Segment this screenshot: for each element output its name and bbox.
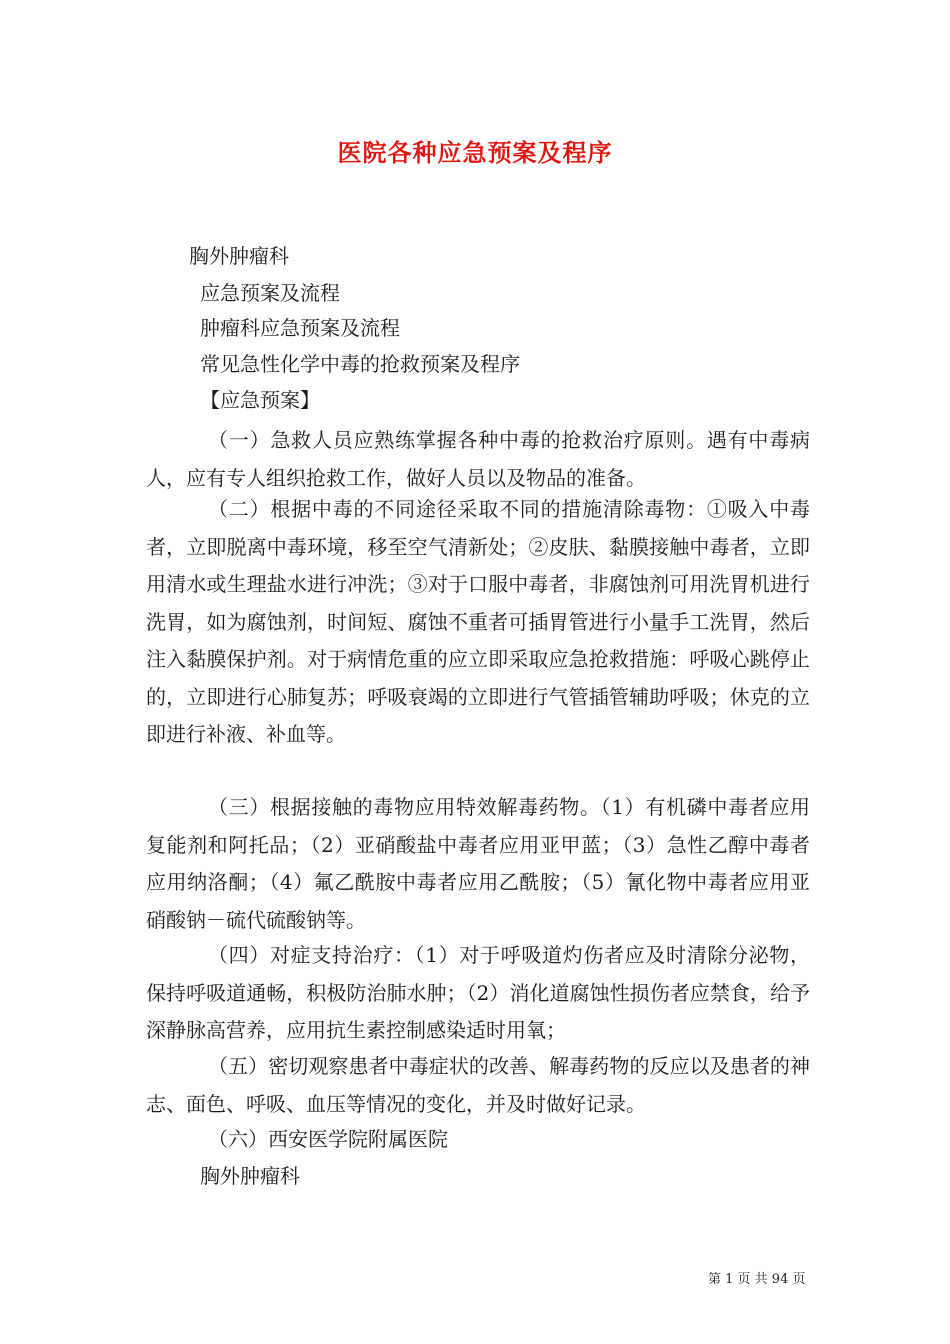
department-closing-line: 胸外肿瘤科	[200, 1164, 300, 1188]
poison-title-line: 常见急性化学中毒的抢救预案及程序	[200, 352, 520, 376]
item-six-line: （六）西安医学院附属医院	[208, 1127, 448, 1151]
page-number: 第 1 页 共 94 页	[708, 1272, 806, 1287]
section-heading: 【应急预案】	[200, 388, 320, 412]
paragraph-4: （四）对症支持治疗：（1）对于呼吸道灼伤者应及时清除分泌物，保持呼吸道通畅，积极防治肺水肿；（2）消化道腐蚀性损伤者应禁食，给予深静脉高营养，应用抗生素控制感染适时用氧；	[146, 943, 810, 1042]
document-title: 医院各种应急预案及程序	[337, 138, 613, 167]
department-line: 胸外肿瘤科	[189, 244, 289, 268]
paragraph-5: （五）密切观察患者中毒症状的改善、解毒药物的反应以及患者的神志、面色、呼吸、血压等情况的变化，并及时做好记录。	[146, 1054, 810, 1116]
plan-flow-line: 应急预案及流程	[200, 281, 340, 305]
paragraph-3: （三）根据接触的毒物应用特效解毒药物。（1）有机磷中毒者应用复能剂和阿托品；（2）亚硝酸盐中毒者应用亚甲蓝；（3）急性乙醇中毒者应用纳洛酮；（4）氟乙酰胺中毒者应用乙酰胺；（5）氰化物中毒者应用亚硝酸钠－硫代硫酸钠等。	[146, 795, 810, 932]
paragraph-2: （二）根据中毒的不同途径采取不同的措施清除毒物：①吸入中毒者，立即脱离中毒环境，移至空气清新处；②皮肤、黏膜接触中毒者，立即用清水或生理盐水进行冲洗；③对于口服中毒者，非腐蚀剂可用洗胃机进行洗胃，如为腐蚀剂，时间短、腐蚀不重者可插胃管进行小量手工洗胃，然后注入黏膜保护剂。对于病情危重的应立即采取应急抢救措施：呼吸心跳停止的，立即进行心肺复苏；呼吸衰竭的立即进行气管插管辅助呼吸；休克的立即进行补液、补血等。	[146, 497, 810, 746]
tumor-plan-line: 肿瘤科应急预案及流程	[200, 316, 400, 340]
paragraph-1: （一）急救人员应熟练掌握各种中毒的抢救治疗原则。遇有中毒病人，应有专人组织抢救工作，做好人员以及物品的准备。	[146, 428, 810, 490]
